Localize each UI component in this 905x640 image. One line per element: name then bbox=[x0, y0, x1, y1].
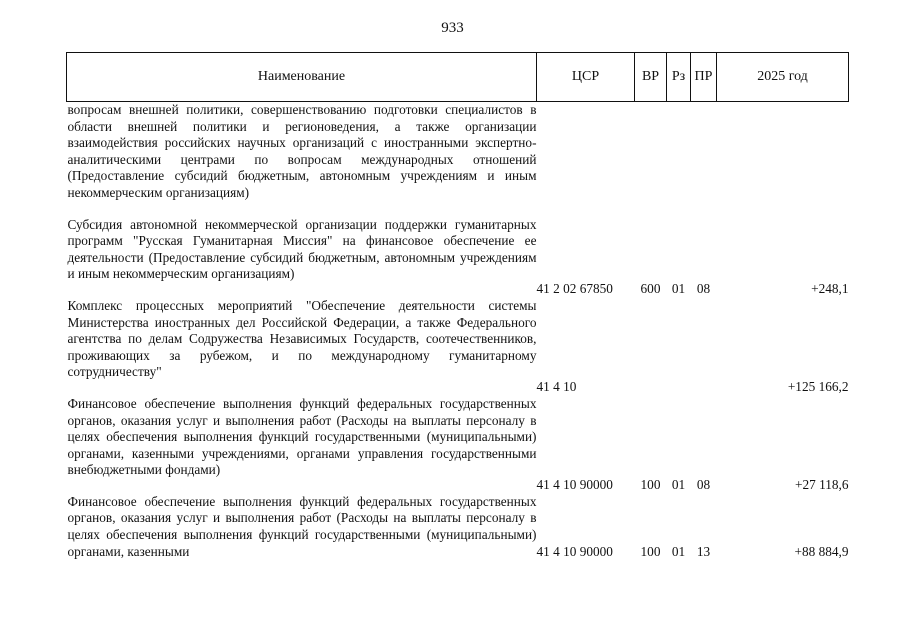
row-value: +248,1 bbox=[811, 281, 849, 297]
page-number: 933 bbox=[441, 20, 464, 36]
row-name: Финансовое обеспечение выполнения функций федеральных государственных органов, оказания услуг и выполнения работ (Расходы на выплаты персоналу в целях обеспечения выполнения функций государственными (муниципальными) органами, казенными учреждениями, органами управления государственными внебюджетными фондами) bbox=[67, 395, 537, 478]
row-name: Комплекс процессных мероприятий "Обеспечение деятельности системы Министерства иностранных дел Российской Федерации, а также Федерального агентства по делам Содружества Независимых Государств, соотечественников, проживающих за рубежом, и по международному гуманитарному сотрудничеству" bbox=[67, 297, 537, 380]
column-header-pr: ПР bbox=[691, 53, 717, 102]
table-row bbox=[67, 102, 849, 217]
table-row bbox=[67, 217, 849, 298]
column-header-rz: Рз bbox=[667, 53, 691, 102]
row-vr bbox=[635, 298, 667, 396]
row-rz: 01 bbox=[671, 281, 686, 297]
row-csr bbox=[537, 102, 635, 217]
row-vr bbox=[635, 102, 667, 217]
column-header-name: Наименование bbox=[67, 53, 537, 102]
table-header-row bbox=[67, 53, 849, 102]
row-value: +88 884,9 bbox=[794, 543, 849, 559]
column-header-vr: ВР bbox=[635, 53, 667, 102]
row-rz bbox=[667, 102, 691, 217]
row-value: +27 118,6 bbox=[794, 477, 849, 493]
row-name: вопросам внешней политики, совершенствованию подготовки специалистов в области внешней политики и регионоведения, а также организации взаимодействия российских научных организаций с иностранными экспертно-аналитическими центрами по вопросам международных отношений (Предоставление субсидий бюджетным, автономным учреждениям и иным некоммерческим организациям) bbox=[67, 102, 537, 200]
table-row bbox=[67, 298, 849, 396]
row-pr bbox=[691, 102, 717, 217]
row-name: Субсидия автономной некоммерческой организации поддержки гуманитарных программ "Русская Гуманитарная Миссия" на финансовое обеспечение ее деятельности (Предоставление субсидий бюджетным, автономным учреждениям и иным некоммерческим организациям) bbox=[67, 216, 537, 282]
table-row bbox=[67, 494, 849, 560]
row-value: +125 166,2 bbox=[787, 379, 849, 395]
row-csr: 41 4 10 90000 bbox=[536, 543, 613, 559]
column-header-year: 2025 год bbox=[717, 53, 849, 102]
row-rz bbox=[667, 298, 691, 396]
row-pr: 08 bbox=[696, 477, 711, 493]
row-csr: 41 2 02 67850 bbox=[536, 281, 613, 297]
table-row bbox=[67, 396, 849, 494]
column-header-csr: ЦСР bbox=[537, 53, 635, 102]
row-vr: 100 bbox=[640, 477, 661, 493]
row-pr bbox=[691, 298, 717, 396]
row-rz: 01 bbox=[671, 477, 686, 493]
row-csr: 41 4 10 90000 bbox=[536, 477, 613, 493]
row-pr: 13 bbox=[696, 543, 711, 559]
row-rz: 01 bbox=[671, 543, 686, 559]
row-value bbox=[717, 102, 849, 217]
row-pr: 08 bbox=[696, 281, 711, 297]
budget-table bbox=[66, 52, 849, 560]
row-csr: 41 4 10 bbox=[536, 379, 577, 395]
row-vr: 100 bbox=[640, 543, 661, 559]
row-name: Финансовое обеспечение выполнения функций федеральных государственных органов, оказания услуг и выполнения работ (Расходы на выплаты персоналу в целях обеспечения выполнения функций государственными (муниципальными) органами, казенными bbox=[67, 493, 537, 559]
row-vr: 600 bbox=[640, 281, 661, 297]
